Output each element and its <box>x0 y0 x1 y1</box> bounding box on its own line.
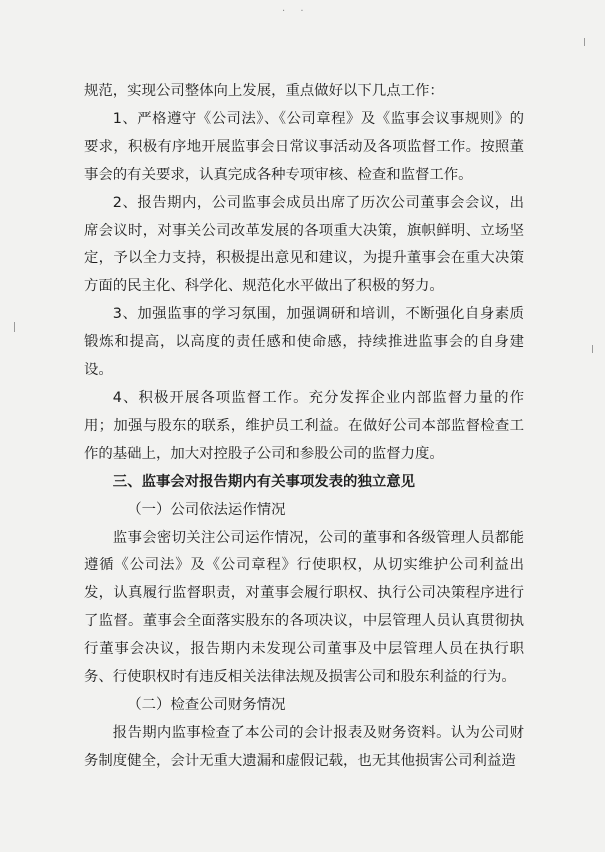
paragraph-continuation: 规范，实现公司整体向上发展，重点做好以下几点工作： <box>84 83 444 99</box>
document-body <box>84 78 524 776</box>
scan-edge-mark <box>584 38 585 46</box>
paragraph-item-3: 3、加强监事的学习氛围，加强调研和培训，不断强化自身素质锻炼和提高，以高度的责任感和使命感，持续推进监事会的自身建设。 <box>84 306 524 379</box>
subsection-heading-2: （二）检查公司财务情况 <box>127 696 286 713</box>
subsection-heading-1: （一）公司依法运作情况 <box>127 501 286 518</box>
paragraph-item-1: 1、严格遵守《公司法》、《公司章程》及《监事会议事规则》的要求，积极有序地开展监事会日常议事活动及各项监督工作。按照董事会的有关要求，认真完成各种专项审核、检查和监督工作。 <box>84 110 524 183</box>
paragraph-finance: 报告期内监事检查了本公司的会计报表及财务资料。认为公司财务制度健全，会计无重大遗漏和虚假记载，也无其他损害公司利益造 <box>84 724 524 769</box>
paragraph-item-2: 2、报告期内，公司监事会成员出席了历次公司董事会会议，出席会议时，对事关公司改革发展的各项重大决策，旗帜鲜明、立场坚定，予以全力支持，积极提出意见和建议，为提升董事会在重大决策方面的民主化、科学化、规范化水平做出了积极的努力。 <box>84 194 524 295</box>
scan-edge-mark <box>592 345 593 353</box>
paragraph-item-4: 4、积极开展各项监督工作。充分发挥企业内部监督力量的作用；加强与股东的联系，维护员工利益。在做好公司本部监督检查工作的基础上，加大对控股子公司和参股公司的监督力度。 <box>84 389 524 462</box>
scan-artifact: · · <box>282 6 310 17</box>
section-heading: 三、监事会对报告期内有关事项发表的独立意见 <box>112 473 416 490</box>
paragraph-operation: 监事会密切关注公司运作情况，公司的董事和各级管理人员都能遵循《公司法》及《公司章程》行使职权，从切实维护公司利益出发，认真履行监督职责，对董事会履行职权、执行公司决策程序进行了监督。董事会全面落实股东的各项决议，中层管理人员认真贯彻执行董事会决议，报告期内未发现公司董事及中层管理人员在执行职务、行使职权时有违反相关法律法规及损害公司和股东利益的行为。 <box>84 529 524 686</box>
scan-edge-mark <box>14 322 15 332</box>
